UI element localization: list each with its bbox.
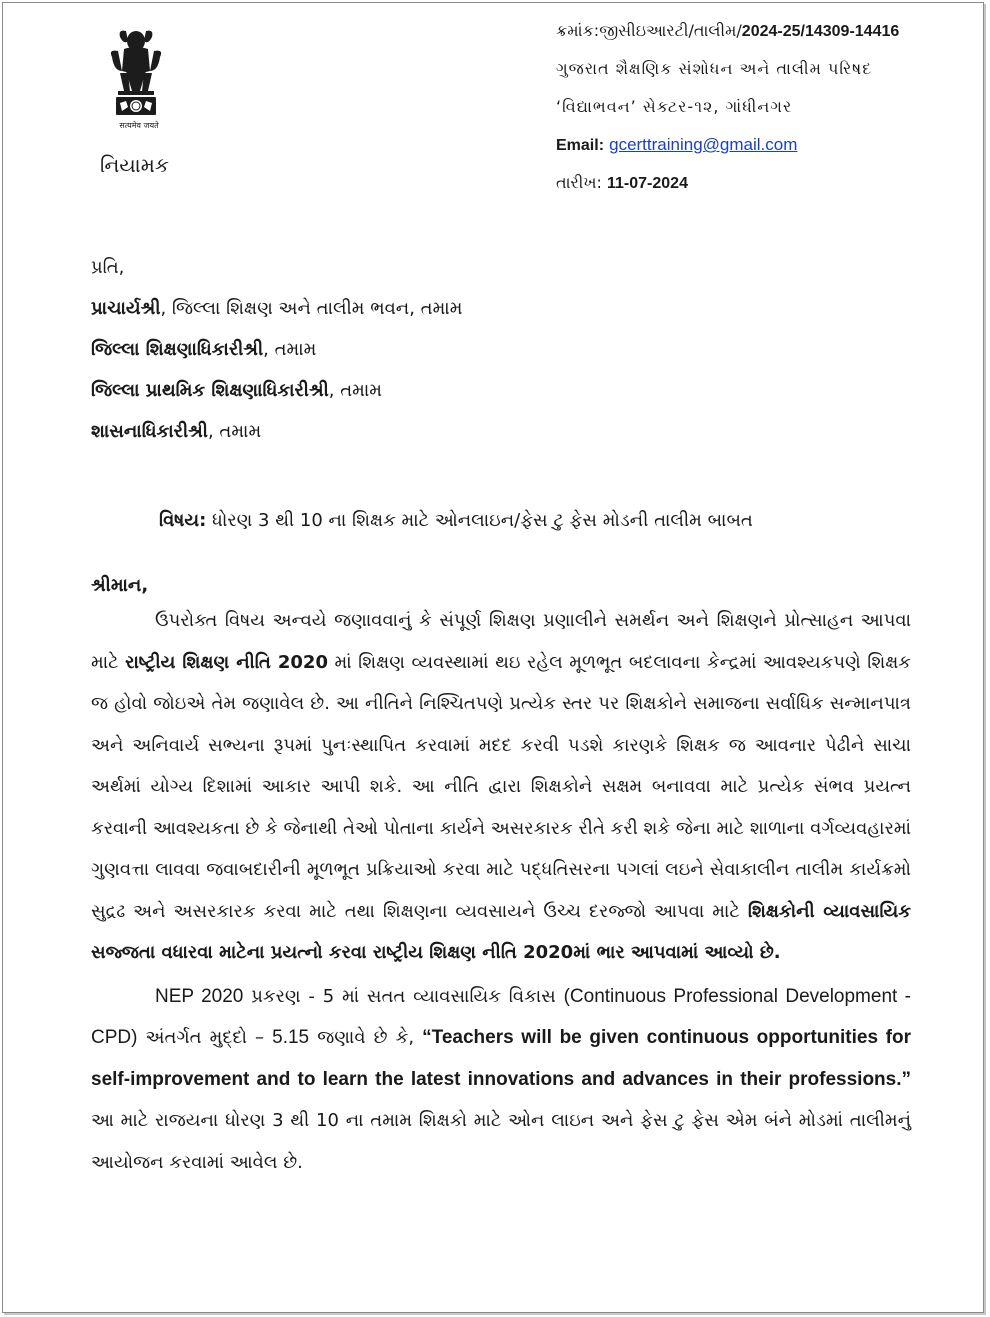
email-label: Email: bbox=[556, 137, 605, 154]
sender-designation: નિયામક bbox=[100, 153, 169, 177]
nep-label: NEP 2020 bbox=[155, 985, 244, 1007]
paragraph-text: જણાવે છે કે, bbox=[309, 1027, 423, 1048]
recipient-title: શાસનાધિકારીશ્રી bbox=[91, 421, 208, 442]
recipient-title: પ્રાચાર્યશ્રી bbox=[91, 298, 161, 319]
recipient-detail: , તમામ bbox=[207, 421, 262, 442]
date-value: 11-07-2024 bbox=[607, 175, 688, 192]
organization-address: ‘વિદ્યાભવન’ સેક્ટર-૧૨, ગાંધીનગર bbox=[556, 97, 793, 116]
organization-name: ગુજરાત શૈક્ષણિક સંશોધન અને તાલીમ પરિષદ bbox=[556, 59, 873, 78]
recipient-line bbox=[91, 339, 462, 380]
email-link[interactable]: gcerttraining@gmail.com bbox=[609, 135, 798, 154]
emblem-motto: सत्यमेव जयते bbox=[119, 121, 159, 130]
recipient-detail: , તમામ bbox=[263, 339, 317, 360]
subject-text: ધોરણ 3 થી 10 ના શિક્ષક માટે ઓનલાઇન/ફેસ ટુ ફેસ મોડની તાલીમ બાબત bbox=[206, 510, 753, 531]
paragraph-text: માં શિક્ષણ વ્યવસ્થામાં થઇ રહેલ મૂળભૂત બદલાવના કેન્દ્રમાં આવશ્યકપણે શિક્ષક જ હોવો જોઇએ તેમ જણાવેલ છે. આ નીતિને નિશ્ચિતપણે પ્રત્યેક સ્તર પર શિક્ષકોને સમાજના સર્વાધિક સન્માનપાત્ર અને અનિવાર્ય સભ્યના રૂપમાં પુનઃસ્થાપિત કરવામાં મદદ કરવી પડશે કારણકે શિક્ષક જ આવનાર પેઢીને સાચા અર્થમાં યોગ્ય દિશામાં આકાર આપી શકે. આ નીતિ દ્વારા શિક્ષકોને સક્ષમ બનાવવા માટે પ્રત્યેક સંભવ પ્રયત્ન કરવાની આવશ્યકતા છે કે જેનાથી તેઓ પોતાના કાર્યને અસરકારક રીતે કરી શકે જેના માટે શાળાના વર્ગવ્યવહારમાં ગુણવત્તા લાવવા જવાબદારીની મૂળભૂત પ્રક્રિયાઓ કરવા માટે પદ્ધતિસરના પગલાં લઇને સેવાકાલીન તાલીમ કાર્યક્રમો સુદ્રઢ અને અસરકારક કરવા માટે તથા શિક્ષણના વ્યવસાયને ઉચ્ચ દરજ્જો આપવા માટે bbox=[91, 651, 911, 922]
email-line bbox=[556, 135, 899, 173]
paragraph-text: ઉપરોક્ત વિષય અન્વયે જણાવવાનું કે સંપૂર્ણ શિક્ષણ પ્રણાલીને સમર્થન અને શિક્ષણને પ્રોત્સાહન આપવા માટે bbox=[91, 610, 911, 673]
date-label: તારીખ: bbox=[556, 173, 602, 192]
paragraph-text: આ માટે રાજયના ધોરણ 3 થી 10 ના તમામ શિક્ષકો માટે ઓન લાઇન અને ફેસ ટુ ફેસ એમ બંને મોડમાં તાલીમનું આયોજન કરવામાં આવેલ છે. bbox=[91, 1110, 911, 1173]
paragraph-text: પ્રકરણ - 5 માં સતત વ્યાવસાયિક વિકાસ bbox=[243, 985, 564, 1007]
recipient-detail: , તમામ bbox=[328, 380, 382, 401]
recipient-detail: , જિલ્લા શિક્ષણ અને તાલીમ ભવન, તમામ bbox=[160, 298, 463, 319]
salutation: શ્રીમાન, bbox=[91, 575, 149, 596]
body-paragraph-2 bbox=[91, 976, 911, 1184]
date-line bbox=[556, 173, 899, 211]
point-number: 5.15 bbox=[272, 1027, 310, 1048]
emphasis-text: શિક્ષકોની વ્યાવસાયિક સજ્જતા વધારવા માટેના પ્રયત્નો કરવા રાષ્ટ્રીય શિક્ષણ નીતિ 2020માં ભાર આપવામાં આવ્યો છે. bbox=[91, 900, 911, 963]
letter-body bbox=[91, 600, 911, 1183]
recipients-block bbox=[91, 257, 462, 462]
letter-header bbox=[556, 21, 899, 211]
recipient-line bbox=[91, 380, 462, 421]
recipients-to: પ્રતિ, bbox=[91, 257, 125, 278]
document-page bbox=[2, 2, 984, 1313]
reference-number bbox=[556, 21, 899, 59]
subject-label: વિષય: bbox=[159, 510, 207, 531]
reference-prefix: ક્રમાંક:જીસીઇઆરટી/તાલીમ/ bbox=[556, 21, 742, 40]
nep-quote: “Teachers will be given continuous opportunities for self-improvement and to learn the latest innovations and advances in their professions.” bbox=[91, 1027, 912, 1090]
recipient-title: જિલ્લા શિક્ષણાધિકારીશ્રી bbox=[91, 339, 264, 360]
policy-name: રાષ્ટ્રીય શિક્ષણ નીતિ 2020 bbox=[125, 651, 328, 673]
subject-line bbox=[159, 510, 753, 531]
reference-value: 2024-25/14309-14416 bbox=[741, 23, 900, 40]
recipient-title: જિલ્લા પ્રાથમિક શિક્ષણાધિકારીશ્રી bbox=[91, 380, 329, 401]
paragraph-text: અંતર્ગત મુદ્દો – bbox=[137, 1027, 273, 1048]
recipient-line bbox=[91, 298, 462, 339]
body-paragraph-1 bbox=[91, 600, 911, 974]
cpd-text: (Continuous Professional Development - CPD) bbox=[91, 985, 911, 1048]
recipient-line bbox=[91, 421, 462, 462]
